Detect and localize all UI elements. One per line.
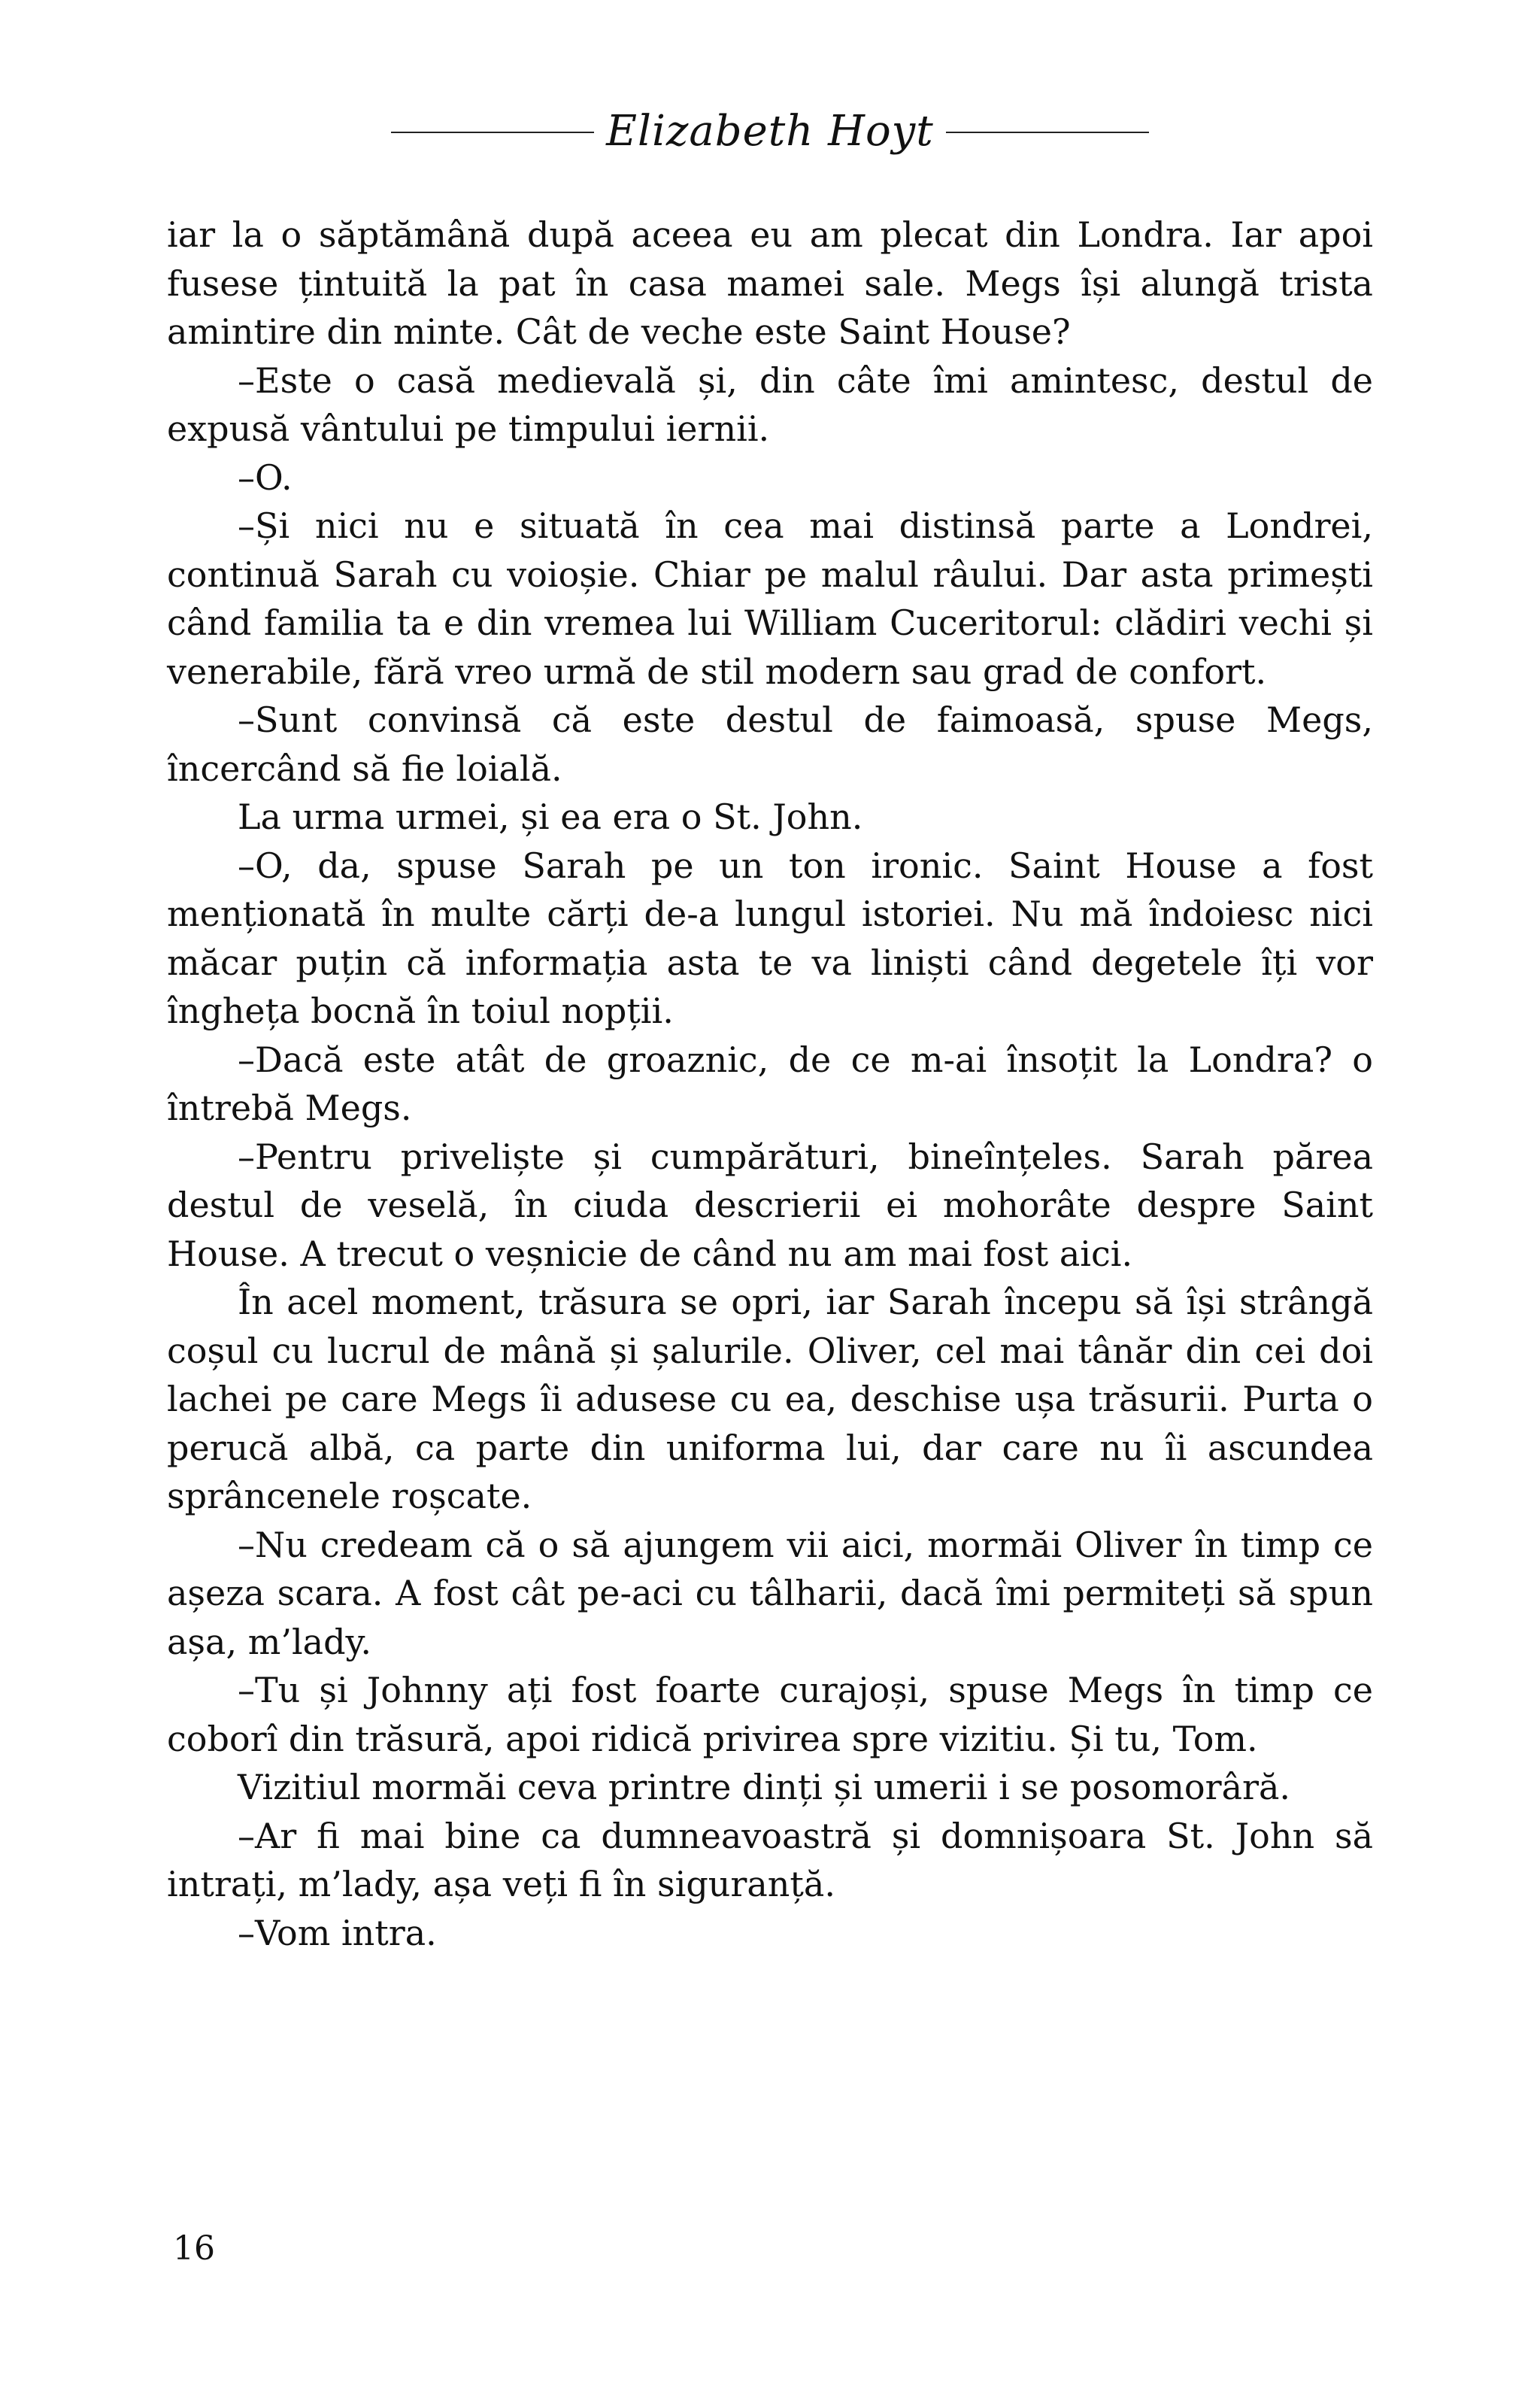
paragraph: –O. — [238, 457, 293, 498]
paragraph: –Vom intra. — [238, 1912, 437, 1953]
paragraph: –Este o casă medievală și, din câte îmi amintesc, destul de expusă vântului pe timpului iernii. — [167, 360, 1373, 449]
running-head — [0, 98, 1540, 165]
page-number: 16 — [173, 2229, 215, 2268]
paragraph: –Nu credeam că o să ajungem vii aici, mormăi Oliver în timp ce așeza scara. A fost cât pe-aci cu tâlharii, dacă îmi permiteți să spun așa, m’lady. — [167, 1524, 1373, 1662]
paragraph: –Sunt convinsă că este destul de faimoasă, spuse Megs, încercând să fie loială. — [167, 699, 1373, 789]
running-head-rule-left — [391, 132, 594, 133]
paragraph: –Pentru priveliște și cumpărături, bineînțeles. Sarah părea destul de veselă, în ciuda descrierii ei mohorâte despre Saint House. A trecut o veșnicie de când nu am mai fost aici. — [167, 1136, 1373, 1274]
paragraph: La urma urmei, și ea era o St. John. — [238, 797, 863, 837]
paragraph: –Și nici nu e situată în cea mai distinsă parte a Londrei, continuă Sarah cu voioșie. Chiar pe malul râului. Dar asta primești când familia ta e din vremea lui William Cuceritorul: clădiri vechi și venerabile, fără vreo urmă de stil modern sau grad de confort. — [167, 505, 1373, 692]
paragraph: Vizitiul mormăi ceva printre dinți și umerii i se posomorâră. — [238, 1767, 1291, 1807]
paragraph: –O, da, spuse Sarah pe un ton ironic. Saint House a fost menționată în multe cărți de-a lungul istoriei. Nu mă îndoiesc nici măcar puțin că informația asta te va liniști când degetele îți vor îngheța bocnă în toiul nopții. — [167, 845, 1373, 1031]
paragraph: –Ar fi mai bine ca dumneavoastră și domnișoara St. John să intrați, m’lady, așa veți fi în siguranță. — [167, 1815, 1373, 1904]
paragraph: iar la o săptămână după aceea eu am plecat din Londra. Iar apoi fusese țintuită la pat în casa mamei sale. Megs își alungă trista amintire din minte. Cât de veche este Saint House? — [167, 214, 1373, 352]
body-text — [167, 211, 1373, 1957]
author-name: Elizabeth Hoyt — [606, 107, 934, 156]
paragraph: În acel moment, trăsura se opri, iar Sarah începu să își strângă coșul cu lucrul de mână și șalurile. Oliver, cel mai tânăr din cei doi lachei pe care Megs îi adusese cu ea, deschise ușa trăsurii. Purta o perucă albă, ca parte din uniforma lui, dar care nu îi ascundea sprâncenele roșcate. — [167, 1282, 1373, 1516]
running-head-rule-right — [946, 132, 1149, 133]
paragraph: –Tu și Johnny ați fost foarte curajoși, spuse Megs în timp ce coborî din trăsură, apoi ridică privirea spre vizitiu. Și tu, Tom. — [167, 1670, 1373, 1759]
paragraph: –Dacă este atât de groaznic, de ce m-ai însoțit la Londra? o întrebă Megs. — [167, 1039, 1373, 1128]
